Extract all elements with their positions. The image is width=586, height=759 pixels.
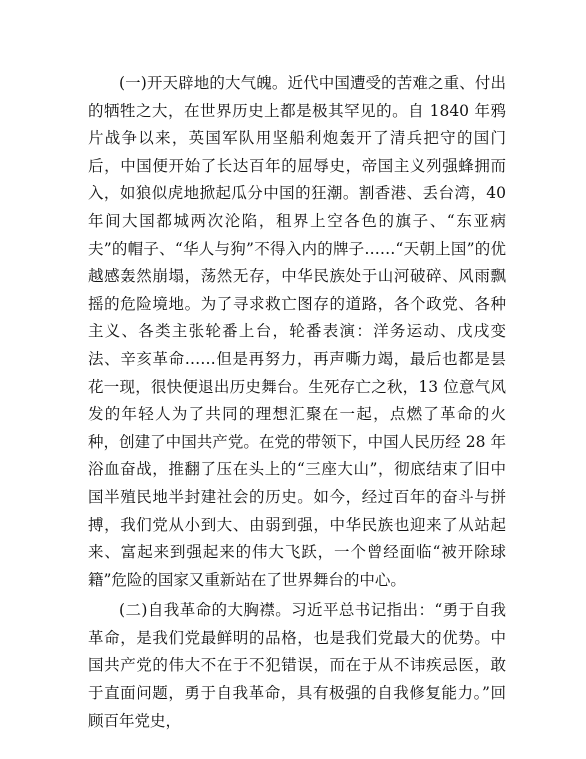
- document-body: [88, 70, 506, 735]
- paragraph-self-revolution: (二)自我革命的大胸襟。习近平总书记指出：“勇于自我革命，是我们党最鲜明的品格，也是我们党最大的优势。中国共产党的伟大不在于不犯错误，而在于从不讳疾忌医，敢于直面问题，勇于自我革命，具有极强的自我修复能力。”回顾百年党史，: [88, 601, 506, 730]
- paragraph-founding-spirit: (一)开天辟地的大气魄。近代中国遭受的苦难之重、付出的牺牲之大，在世界历史上都是极其罕见的。自 1840 年鸦片战争以来，英国军队用坚船利炮轰开了清兵把守的国门后，中国便开始了长达百年的屈辱史，帝国主义列强蜂拥而入，如狼似虎地掀起瓜分中国的狂潮。割香港、丢台湾，40 年间大国都城两次沦陷，租界上空各色的旗子、“东亚病夫”的帽子、“华人与狗”不得入内的牌子……“天朝上国”的优越感轰然崩塌，荡然无存，中华民族处于山河破碎、风雨飘摇的危险境地。为了寻求救亡图存的道路，各个政党、各种主义、各类主张轮番上台，轮番表演：洋务运动、戊戌变法、辛亥革命……但是再努力，再声嘶力竭，最后也都是昙花一现，很快便退出历史舞台。生死存亡之秋，13 位意气风发的年轻人为了共同的理想汇聚在一起，点燃了革命的火种，创建了中国共产党。在党的带领下，中国人民历经 28 年浴血奋战，推翻了压在头上的“三座大山”，彻底结束了旧中国半殖民地半封建社会的历史。如今，经过百年的奋斗与拼搏，我们党从小到大、由弱到强，中华民族也迎来了从站起来、富起来到强起来的伟大飞跃，一个曾经面临“被开除球籍”危险的国家又重新站在了世界舞台的中心。: [88, 74, 506, 589]
